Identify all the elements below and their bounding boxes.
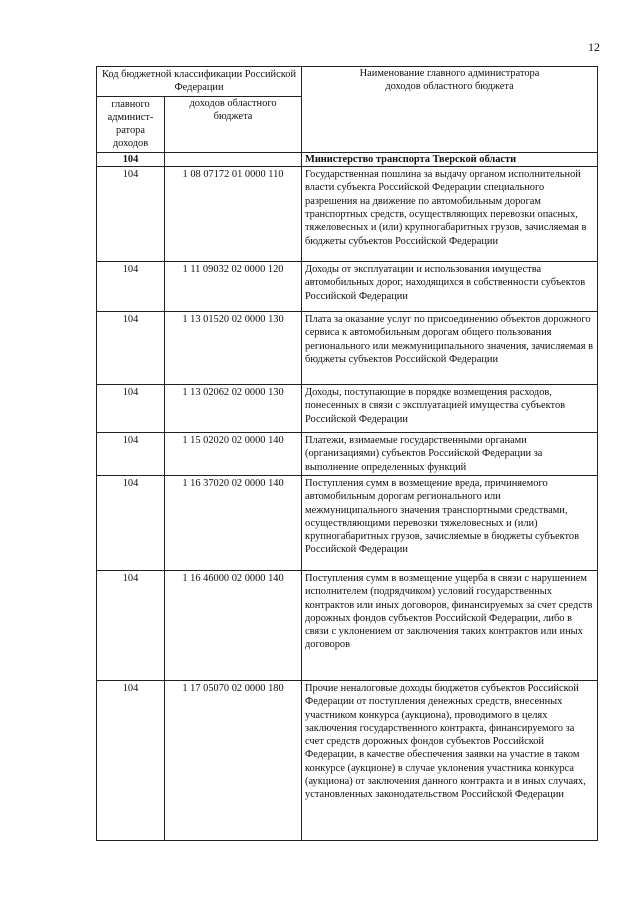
row-admin-code: 104 [97,680,165,840]
table-row [97,262,598,312]
table-row [97,167,598,262]
row-income-code: 1 11 09032 02 0000 120 [165,262,302,312]
table-row [97,385,598,433]
row-admin-code: 104 [97,312,165,385]
row-income-code: 1 16 37020 02 0000 140 [165,475,302,570]
row-admin-code: 104 [97,167,165,262]
row-income-code: 1 17 05070 02 0000 180 [165,680,302,840]
classification-header: Код бюджетной классификации Российской Федерации [97,67,302,97]
row-name: Поступления сумм в возмещение ущерба в связи с нарушением исполнителем (подрядчиком) условий государственных контрактов или иных договоров, финансируемых за счет средств дорожных фондов субъектов Российской Федерации, либо в связи с уклонением от заключения таких контрактов или иных договоров [302,570,598,680]
name-column-header: Наименование главного администратора доходов областного бюджета [302,67,598,153]
row-admin-code: 104 [97,385,165,433]
row-income-code: 1 16 46000 02 0000 140 [165,570,302,680]
organization-admin-code: 104 [97,152,165,166]
row-name: Плата за оказание услуг по присоединению объектов дорожного сервиса к автомобильным дорогам общего пользования регионального или межмуниципального значения, зачисляемая в бюджеты субъектов Российской Федерации [302,312,598,385]
budget-classification-table [96,66,598,841]
row-name: Прочие неналоговые доходы бюджетов субъектов Российской Федерации от поступления денежных средств, внесенных участником конкурса (аукциона), проводимого в целях заключения государственного контракта, финансируемого за счет средств дорожных фондов субъектов Российской Федерации, в качестве обеспечения заявки на участие в таком конкурсе (аукционе) в случае уклонения участника конкурса (аукциона) от заключения данного контракта и в иных случаях, установленных законодательством Российской Федерации [302,680,598,840]
table-row [97,433,598,476]
row-income-code: 1 15 02020 02 0000 140 [165,433,302,476]
admin-column-header: главного админист-ратора доходов [97,96,165,152]
row-income-code: 1 13 01520 02 0000 130 [165,312,302,385]
table-row [97,312,598,385]
organization-name: Министерство транспорта Тверской области [302,152,598,166]
row-admin-code: 104 [97,475,165,570]
row-admin-code: 104 [97,262,165,312]
table-row [97,680,598,840]
row-name: Доходы от эксплуатации и использования имущества автомобильных дорог, находящихся в собственности субъектов Российской Федерации [302,262,598,312]
row-name: Доходы, поступающие в порядке возмещения расходов, понесенных в связи с эксплуатацией имущества субъектов Российской Федерации [302,385,598,433]
row-income-code: 1 13 02062 02 0000 130 [165,385,302,433]
row-name: Поступления сумм в возмещение вреда, причиняемого автомобильным дорогам регионального или межмуниципального значения транспортными средствами, осуществляющими перевозки тяжеловесных и (или) крупногабаритных грузов, зачисляемые в бюджеты субъектов Российской Федерации [302,475,598,570]
table-row [97,475,598,570]
organization-row [97,152,598,166]
table-row [97,570,598,680]
row-name: Платежи, взимаемые государственными органами (организациями) субъектов Российской Федерации за выполнение определенных функций [302,433,598,476]
organization-income-code [165,152,302,166]
row-income-code: 1 08 07172 01 0000 110 [165,167,302,262]
row-name: Государственная пошлина за выдачу органом исполнительной власти субъекта Российской Федерации специального разрешения на движение по автомобильным дорогам транспортных средств, осуществляющих перевозки опасных, тяжеловесных и (или) крупногабаритных грузов, зачисляемая в бюджеты субъектов Российской Федерации [302,167,598,262]
income-column-header: доходов областного бюджета [165,96,302,152]
page-number: 12 [588,40,600,54]
row-admin-code: 104 [97,570,165,680]
row-admin-code: 104 [97,433,165,476]
